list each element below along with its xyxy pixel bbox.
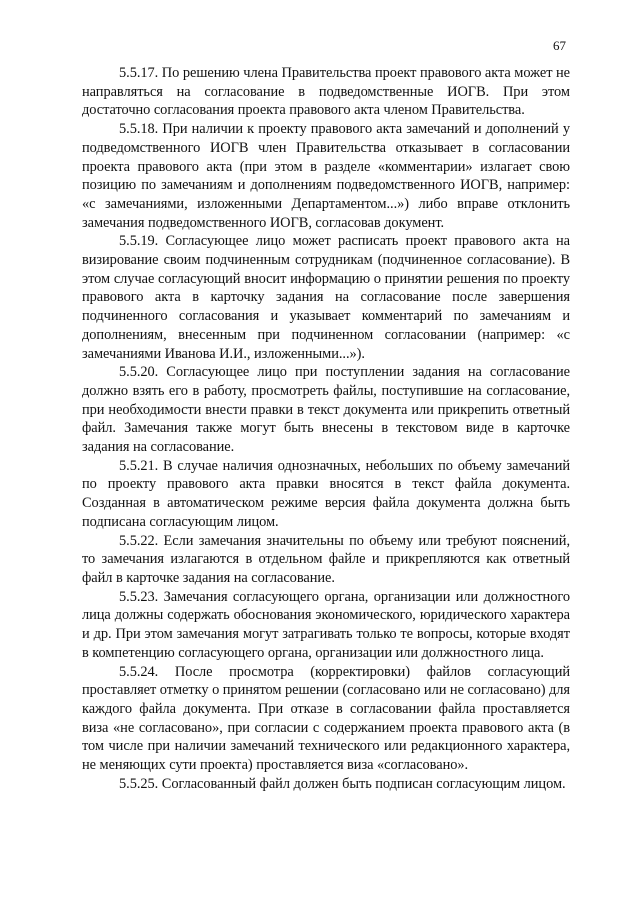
paragraph-5-5-23: 5.5.23. Замечания согласующего органа, организации или должностного лица должны содержать обоснования экономического, юридического характера и др. При этом замечания могут затрагивать только те вопросы, которые входят в компетенцию согласующего органа, организации или должностного лица. [82, 588, 570, 661]
paragraph-5-5-25: 5.5.25. Согласованный файл должен быть подписан согласующим лицом. [119, 775, 566, 792]
paragraph-5-5-18: 5.5.18. При наличии к проекту правового акта замечаний и дополнений у подведомственного ИОГВ член Правительства отказывает в согласовании проекта правового акта (при этом в разделе «комментарии» излагает свою позицию по замечаниям и дополнениям подведомственного ИОГВ, например: «с замечаниями, изложенными Департаментом...») либо вправе отклонить замечания подведомственного ИОГВ, согласовав документ. [82, 121, 570, 231]
document-body [82, 64, 570, 793]
paragraph-5-5-24: 5.5.24. После просмотра (корректировки) файлов согласующий проставляет отметку о принятом решении (согласовано или не согласовано) для каждого файла документа. При отказе в согласовании файла проставляется виза «не согласовано», при согласии с содержанием проекта правового акта (в том числе при наличии замечаний технического или редакционного характера, не меняющих сути проекта) проставляется виза «согласовано». [82, 663, 570, 774]
paragraph-5-5-20: 5.5.20. Согласующее лицо при поступлении задания на согласование должно взять его в работу, просмотреть файлы, поступившие на согласование, при необходимости внести правки в текст документа или прикрепить ответный файл. Замечания также могут быть внесены в текстовом виде в карточке задания на согласование. [82, 364, 570, 456]
paragraph-5-5-19: 5.5.19. Согласующее лицо может расписать проект правового акта на визирование своим подчиненным сотрудникам (подчиненное согласование). В этом случае согласующий вносит информацию о принятии решения по проекту правового акта в карточку задания на согласование после завершения подчиненного согласования и указывает комментарий по замечаниям и дополнениям, внесенным при подчиненном согласовании (например: «с замечаниями Иванова И.И., изложенными...»). [82, 233, 570, 362]
page-number: 67 [553, 38, 566, 53]
paragraph-5-5-17: 5.5.17. По решению члена Правительства проект правового акта может не направляться на согласование в подведомственные ИОГВ. При этом достаточно согласования проекта правового акта членом Правительства. [82, 65, 570, 119]
paragraph-5-5-22: 5.5.22. Если замечания значительны по объему или требуют пояснений, то замечания излагаются в отдельном файле и прикрепляются как ответный файл в карточке задания на согласование. [82, 532, 570, 586]
paragraph-5-5-21: 5.5.21. В случае наличия однозначных, небольших по объему замечаний по проекту правового акта правки вносятся в текст файла документа. Созданная в автоматическом режиме версия файла документа должна быть подписана согласующим лицом. [82, 457, 570, 530]
